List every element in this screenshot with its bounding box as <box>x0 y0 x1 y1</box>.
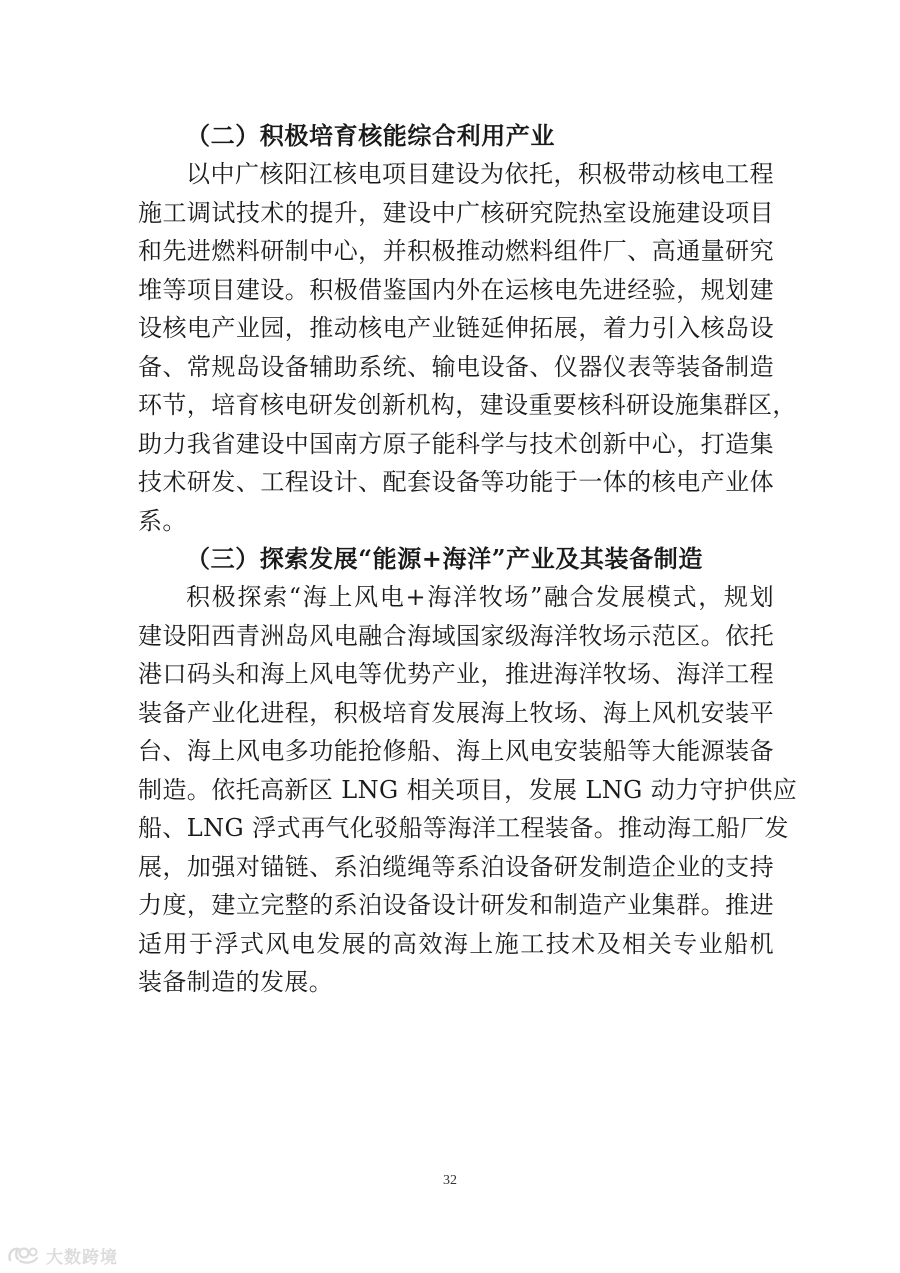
paragraph-line: 力度，建立完整的系泊设备设计研发和制造产业集群。推进 <box>138 891 774 919</box>
paragraph-line: 装备制造的发展。 <box>138 968 334 996</box>
brand-logo-icon <box>6 1244 40 1266</box>
paragraph-line: 备、常规岛设备辅助系统、输电设备、仪器仪表等装备制造 <box>138 352 774 381</box>
paragraph-line: 制造。依托高新区 LNG 相关项目，发展 LNG 动力守护供应 <box>138 775 798 804</box>
section-3-paragraph <box>138 578 798 1002</box>
section-heading-3: （三）探索发展“能源+海洋”产业及其装备制造 <box>186 544 703 573</box>
paragraph-line: 设核电产业园，推动核电产业链延伸拓展，着力引入核岛设 <box>138 314 774 342</box>
paragraph-line: 施工调试技术的提升，建设中广核研究院热室设施建设项目 <box>138 198 774 227</box>
paragraph-line: 港口码头和海上风电等优势产业，推进海洋牧场、海洋工程 <box>138 660 774 688</box>
paragraph-line: 积极探索“海上风电+海洋牧场”融合发展模式，规划 <box>186 583 774 611</box>
paragraph-line: 适用于浮式风电发展的高效海上施工技术及相关专业船机 <box>138 929 774 958</box>
page-number: 32 <box>443 1173 457 1188</box>
section-2-paragraph <box>138 155 797 540</box>
paragraph-line: 系。 <box>138 506 187 535</box>
paragraph-line: 堆等项目建设。积极借鉴国内外在运核电先进经验，规划建 <box>138 275 774 304</box>
paragraph-line: 建设阳西青洲岛风电融合海域国家级海洋牧场示范区。依托 <box>138 621 774 650</box>
paragraph-line: 助力我省建设中国南方原子能科学与技术创新中心，打造集 <box>138 429 774 458</box>
paragraph-line: 以中广核阳江核电项目建设为依托，积极带动核电工程 <box>186 160 774 188</box>
watermark-text: 大数跨境 <box>46 1247 118 1268</box>
document-body <box>138 117 798 1002</box>
section-heading-2: （二）积极培育核能综合利用产业 <box>186 121 555 150</box>
watermark <box>6 1243 118 1267</box>
paragraph-line: 展，加强对锚链、系泊缆绳等系泊设备研发制造企业的支持 <box>138 852 774 881</box>
paragraph-line: 台、海上风电多功能抢修船、海上风电安装船等大能源装备 <box>138 737 774 765</box>
paragraph-line: 技术研发、工程设计、配套设备等功能于一体的核电产业体 <box>138 468 774 496</box>
paragraph-line: 装备产业化进程，积极培育发展海上牧场、海上风机安装平 <box>138 698 774 727</box>
paragraph-line: 环节，培育核电研发创新机构，建设重要核科研设施集群区， <box>138 391 797 419</box>
paragraph-line: 船、LNG 浮式再气化驳船等海洋工程装备。推动海工船厂发 <box>138 814 789 842</box>
paragraph-line: 和先进燃料研制中心，并积极推动燃料组件厂、高通量研究 <box>138 237 774 265</box>
